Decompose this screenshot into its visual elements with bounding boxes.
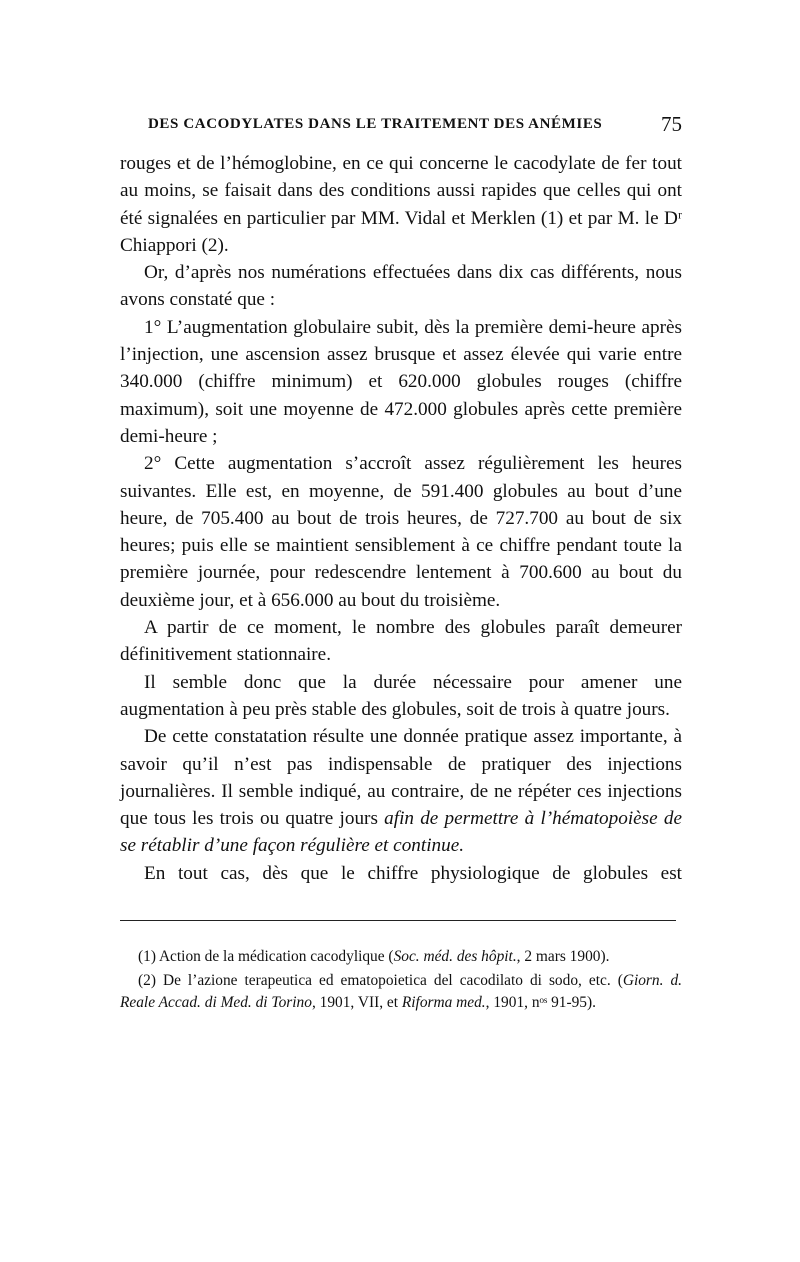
paragraph-4: 2° Cette augmentation s’accroît assez régulièrement les heures suivantes. Elle est, en moyenne, de 591.400 globules au bout d’une heure, de 705.400 au bout de trois heures, de 727.700 au bout de six heures; puis elle se maintient sensiblement à ce chiffre pendant toute la première journée, pour redescendre lentement à 700.600 au bout du deuxième jour, et à 656.000 au bout du troisième. [120, 453, 682, 611]
footnotes [120, 946, 682, 1016]
page-number: 75 [661, 112, 682, 136]
footnote-2-end: , 1901, nᵒˢ 91-95). [485, 994, 596, 1011]
footnote-1-text: (1) Action de la médication cacodylique ( [138, 948, 394, 965]
footnote-2-mid: , 1901, VII, et [311, 994, 402, 1011]
footnote-2-text: (2) De l’azione terapeutica ed ematopoietica del cacodilato di sodo, etc. ( [138, 972, 623, 989]
paragraph-1: rouges et de l’hémoglobine, en ce qui concerne le cacodylate de fer tout au moins, se faisait dans des conditions aussi rapides que celles qui ont été signalées en particulier par MM. Vidal et Merklen (1) et par M. le Dʳ Chiappori (2). [120, 153, 682, 256]
footnote-2-italic-1: Giorn. d. Reale Accad. di Med. di Torino [120, 972, 683, 1011]
footnote-2 [120, 970, 682, 1014]
paragraph-7-text: De cette constatation résulte une donnée pratique assez importante, à savoir qu’il n’est pas indispensable de pratiquer des injections journalières. Il semble indiqué, au contraire, de ne répéter ces injections que tous les trois ou quatre jours [120, 726, 682, 830]
paragraph-2: Or, d’après nos numérations effectuées dans dix cas différents, nous avons constaté que : [120, 262, 682, 311]
paragraph-8: En tout cas, dès que le chiffre physiologique de globules est [144, 862, 682, 884]
body-text [120, 150, 682, 887]
paragraph-6: Il semble donc que la durée nécessaire pour amener une augmentation à peu près stable des globules, soit de trois à quatre jours. [120, 671, 682, 720]
footnote-1 [120, 946, 682, 968]
paragraph-7 [120, 723, 682, 859]
footnote-1-end: , 2 mars 1900). [516, 948, 610, 965]
running-head [148, 112, 682, 142]
paragraph-5: A partir de ce moment, le nombre des globules paraît demeurer définitivement stationnaire. [120, 617, 682, 666]
footnote-2-italic-2: Riforma med. [401, 994, 486, 1011]
paragraph-3: 1° L’augmentation globulaire subit, dès la première demi-heure après l’injection, une ascension assez brusque et assez élevée qui varie entre 340.000 (chiffre minimum) et 620.000 globules rouges (chiffre maximum), soit une moyenne de 472.000 globules après cette première demi-heure ; [120, 316, 682, 447]
running-title: DES CACODYLATES DANS LE TRAITEMENT DES ANÉMIES [148, 116, 603, 132]
footnote-1-italic: Soc. méd. des hôpit. [393, 948, 517, 965]
footnote-rule [120, 920, 676, 921]
paragraph-7-italic: afin de permettre à l’hématopoièse de se rétablir d’une façon régulière et continue. [120, 808, 682, 857]
